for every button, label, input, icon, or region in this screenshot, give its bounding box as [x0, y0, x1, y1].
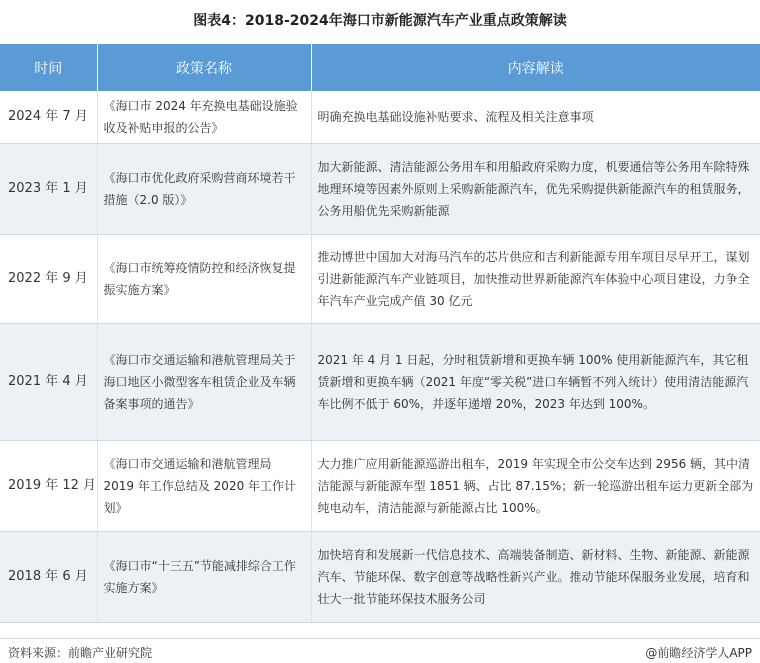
row-time: 2021 年 4 月 [0, 324, 97, 441]
table-row [0, 532, 760, 623]
table-row [0, 144, 760, 235]
header-content: 内容解读 [311, 44, 760, 91]
row-content: 加快培育和发展新一代信息技术、高端装备制造、新材料、生物、新能源、新能源汽车、节能环保、数字创意等战略性新兴产业。推动节能环保服务业发展，培育和壮大一批节能环保技术服务公司 [311, 532, 760, 623]
source-note: 资料来源：前瞻产业研究院 [8, 646, 153, 660]
table-row [0, 235, 760, 324]
header-time: 时间 [0, 44, 97, 91]
table-row [0, 324, 760, 441]
row-policy: 《海口市统筹疫情防控和经济恢复提振实施方案》 [97, 235, 311, 324]
row-policy: 《海口市 2024 年充换电基础设施验收及补贴申报的公告》 [97, 91, 311, 144]
chart-title: 图表4：2018-2024年海口市新能源汽车产业重点政策解读 [193, 13, 567, 29]
row-content: 明确充换电基础设施补贴要求、流程及相关注意事项 [311, 91, 760, 144]
row-content: 推动博世中国加大对海马汽车的芯片供应和吉利新能源专用车项目尽早开工，谋划引进新能源汽车产业链项目，加快推动世界新能源汽车体验中心项目建设，力争全年汽车产业完成产值 30 亿元 [311, 235, 760, 324]
row-content: 加大新能源、清洁能源公务用车和用船政府采购力度，机要通信等公务用车除特殊地理环境等因素外原则上采购新能源汽车，优先采购提供新能源汽车的租赁服务，公务用船优先采购新能源 [311, 144, 760, 235]
row-time: 2024 年 7 月 [0, 91, 97, 144]
table-header-row [0, 44, 760, 91]
row-time: 2018 年 6 月 [0, 532, 97, 623]
row-policy: 《海口市交通运输和港航管理局 2019 年工作总结及 2020 年工作计划》 [97, 441, 311, 532]
row-content: 大力推广应用新能源巡游出租车，2019 年实现全市公交车达到 2956 辆，其中清洁能源与新能源车型 1851 辆、占比 87.15%；新一轮巡游出租车运力更新全部为纯电动车，清洁能源与新能源占比 100%。 [311, 441, 760, 532]
row-policy: 《海口市优化政府采购营商环境若干措施（2.0 版）》 [97, 144, 311, 235]
row-time: 2019 年 12 月 [0, 441, 97, 532]
footer [0, 638, 760, 663]
row-policy: 《海口市交通运输和港航管理局关于海口地区小微型客车租赁企业及车辆备案事项的通告》 [97, 324, 311, 441]
row-time: 2022 年 9 月 [0, 235, 97, 324]
table-row [0, 91, 760, 144]
row-time: 2023 年 1 月 [0, 144, 97, 235]
row-policy: 《海口市“十三五”节能减排综合工作实施方案》 [97, 532, 311, 623]
policy-table [0, 44, 760, 623]
table-row [0, 441, 760, 532]
brand-label: @前瞻经济学人APP [645, 646, 752, 660]
header-policy: 政策名称 [97, 44, 311, 91]
row-content: 2021 年 4 月 1 日起，分时租赁新增和更换车辆 100% 使用新能源汽车，其它租赁新增和更换车辆（2021 年度“零关税”进口车辆暂不列入统计）使用清洁能源汽车比例不低于 60%，并逐年递增 20%，2023 年达到 100%。 [311, 324, 760, 441]
